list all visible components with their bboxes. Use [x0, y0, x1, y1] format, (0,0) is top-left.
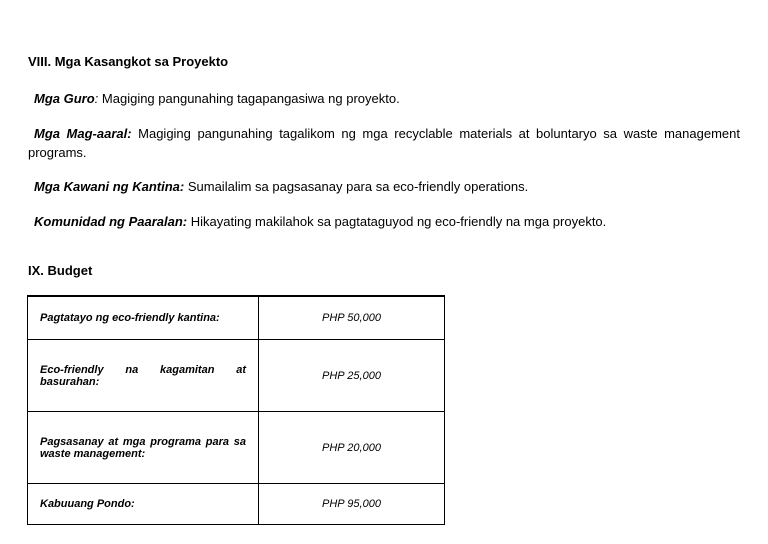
- budget-table: [27, 295, 445, 525]
- stakeholder-role: Mga Mag-aaral:: [34, 126, 132, 141]
- table-row-total: [28, 484, 445, 525]
- budget-item: Pagsasanay at mga programa para sa waste management:: [28, 412, 259, 484]
- stakeholder-role: Mga Guro: [34, 91, 95, 106]
- stakeholder-description: Magiging pangunahing tagalikom ng mga recyclable materials at boluntaryo sa waste management programs.: [28, 126, 740, 160]
- stakeholder-role: Komunidad ng Paaralan:: [34, 214, 188, 229]
- stakeholder-role: Mga Kawani ng Kantina:: [34, 179, 185, 194]
- stakeholder-teachers: [28, 89, 740, 108]
- stakeholder-students: [28, 124, 740, 162]
- budget-amount: PHP 50,000: [259, 296, 445, 340]
- section-heading-stakeholders: VIII. Mga Kasangkot sa Proyekto: [28, 54, 229, 69]
- table-row: [28, 340, 445, 412]
- section-heading-budget: IX. Budget: [28, 263, 93, 278]
- table-row: [28, 296, 445, 340]
- budget-item: Eco-friendly na kagamitan at basurahan:: [28, 340, 259, 412]
- stakeholder-description: Hikayating makilahok sa pagtataguyod ng eco-friendly na mga proyekto.: [187, 214, 607, 229]
- budget-item: Pagtatayo ng eco-friendly kantina:: [28, 296, 259, 340]
- stakeholder-school-community: [28, 212, 740, 231]
- stakeholder-description: Sumailalim sa pagsasanay para sa eco-friendly operations.: [184, 179, 529, 194]
- table-row: [28, 412, 445, 484]
- budget-total-amount: PHP 95,000: [259, 484, 445, 525]
- stakeholder-canteen-staff: [28, 177, 740, 196]
- stakeholder-description: Magiging pangunahing tagapangasiwa ng proyekto.: [98, 91, 400, 106]
- role-separator: :: [94, 91, 99, 106]
- budget-amount: PHP 20,000: [259, 412, 445, 484]
- budget-amount: PHP 25,000: [259, 340, 445, 412]
- budget-total-label: Kabuuang Pondo:: [28, 484, 259, 525]
